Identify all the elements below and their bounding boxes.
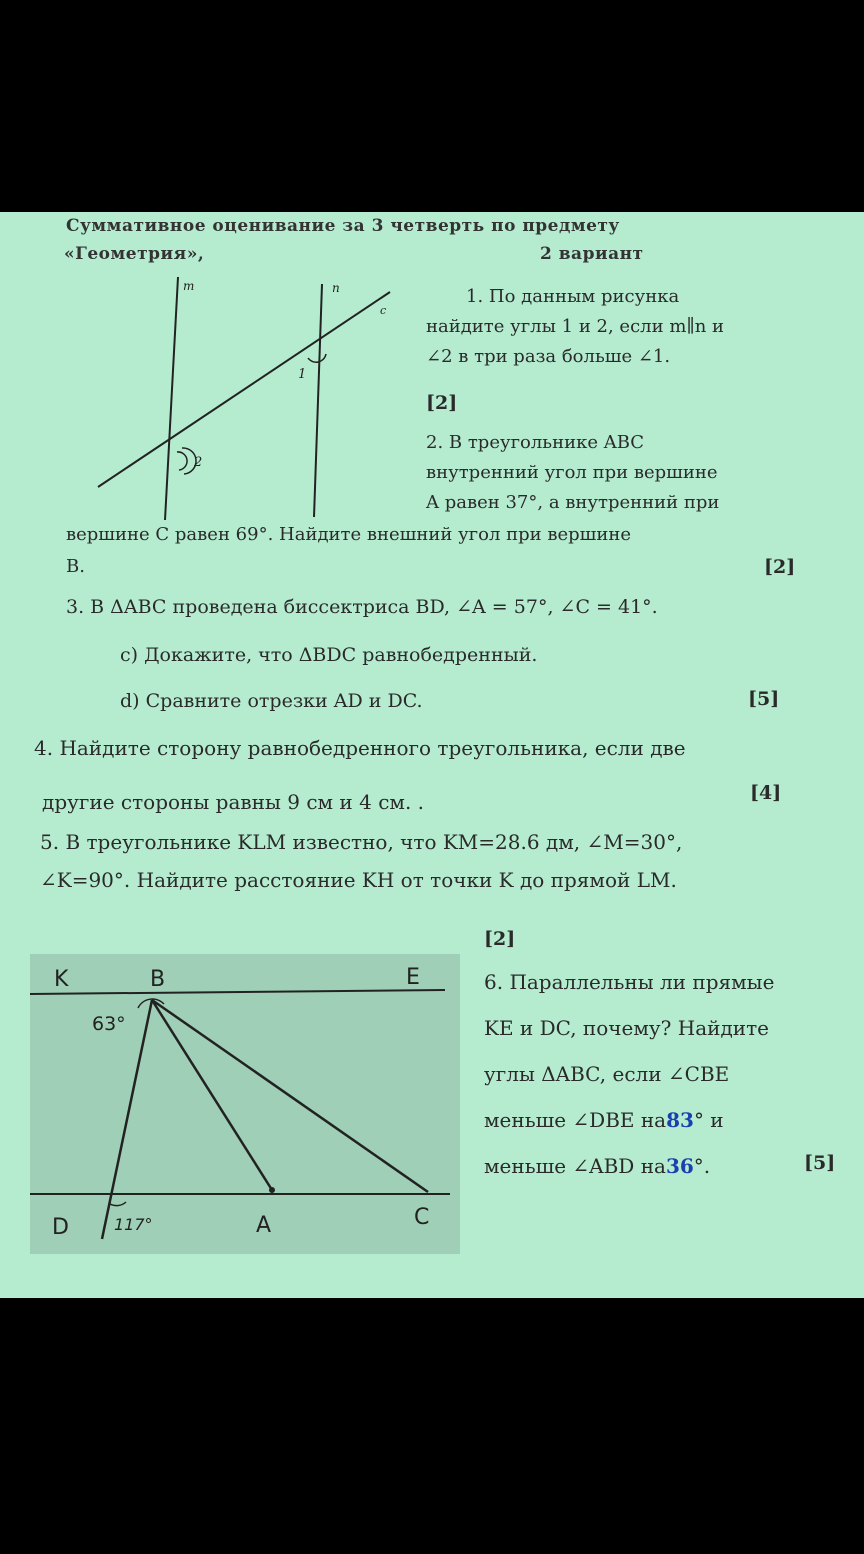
header-title: Суммативное оценивание за 3 четверть по предмету [66,216,620,236]
q6-line5 [484,1154,710,1178]
q2-line3: A равен 37°, а внутренний при [426,492,720,513]
q2-line5: B. [66,556,85,577]
q6-line5-text: меньше ∠ABD на [484,1154,666,1178]
q4-line1: 4. Найдите сторону равнобедренного треугольника, если две [34,736,686,760]
q1-line3: ∠2 в три раза больше ∠1. [426,346,671,367]
line-n [314,284,322,517]
q6-line5-tail: °. [693,1154,711,1178]
figure-triangle [30,954,460,1254]
label-angle-1: 1 [298,367,307,382]
q6-line3: углы ΔABC, если ∠CBE [484,1062,730,1086]
q4-score: [4] [750,782,782,804]
q6-line1: 6. Параллельны ли прямые [484,970,775,994]
q6-line2: KE и DC, почему? Найдите [484,1016,769,1040]
label-c: c [380,304,387,317]
q6-line4 [484,1108,724,1132]
q4-line2: другие стороны равны 9 см и 4 см. . [42,790,425,814]
q2-line2: внутренний угол при вершине [426,462,718,483]
label-angle-2: 2 [194,455,203,470]
q1-line2: найдите углы 1 и 2, если m∥n и [426,316,725,337]
q6-handwritten-36: 36 [665,1154,694,1178]
q3-line1: 3. В ΔABC проведена биссектриса BD, ∠A = 57°, ∠C = 41°. [66,596,658,618]
q1-score: [2] [426,392,458,414]
label-K: K [54,967,69,992]
q6-line4-tail: ° и [693,1108,724,1132]
q1-line1: 1. По данным рисунка [466,286,680,307]
q5-line1: 5. В треугольнике KLM известно, что KM=28.6 дм, ∠M=30°, [40,830,683,854]
q3-score: [5] [748,688,780,710]
q3-item-c: c) Докажите, что ΔBDC равнобедренный. [120,644,538,666]
q6-score: [5] [804,1152,836,1174]
q5-line2: ∠K=90°. Найдите расстояние KH от точки K до прямой LM. [40,868,677,892]
label-B: B [150,967,166,992]
label-angle-117: 117° [114,1215,153,1234]
label-C: C [414,1205,430,1230]
q3-item-d: d) Сравните отрезки AD и DC. [120,690,423,712]
label-E: E [406,965,420,990]
q2-score: [2] [764,556,796,578]
q5-score: [2] [484,928,516,950]
figure-shaded-area [30,954,460,1254]
q2-line4: вершине C равен 69°. Найдите внешний угол при вершине [66,524,632,545]
angle-1-arc [308,354,326,362]
label-angle-63: 63° [92,1013,126,1035]
label-m: m [183,279,195,293]
label-D: D [52,1215,69,1240]
header-subject: «Геометрия», [64,244,205,264]
figure-parallel-lines [90,272,400,522]
label-n: n [332,281,340,295]
q6-line4-text: меньше ∠DBE на [484,1108,667,1132]
label-A: A [256,1213,272,1238]
worksheet-page [0,212,864,1298]
q2-line1: 2. В треугольнике ABC [426,432,645,453]
line-m [165,277,178,520]
header-variant: 2 вариант [540,244,644,264]
angle-2-arc-inner [177,452,187,470]
line-c [98,292,390,487]
point-A [269,1187,275,1193]
q6-handwritten-83: 83 [666,1108,694,1132]
